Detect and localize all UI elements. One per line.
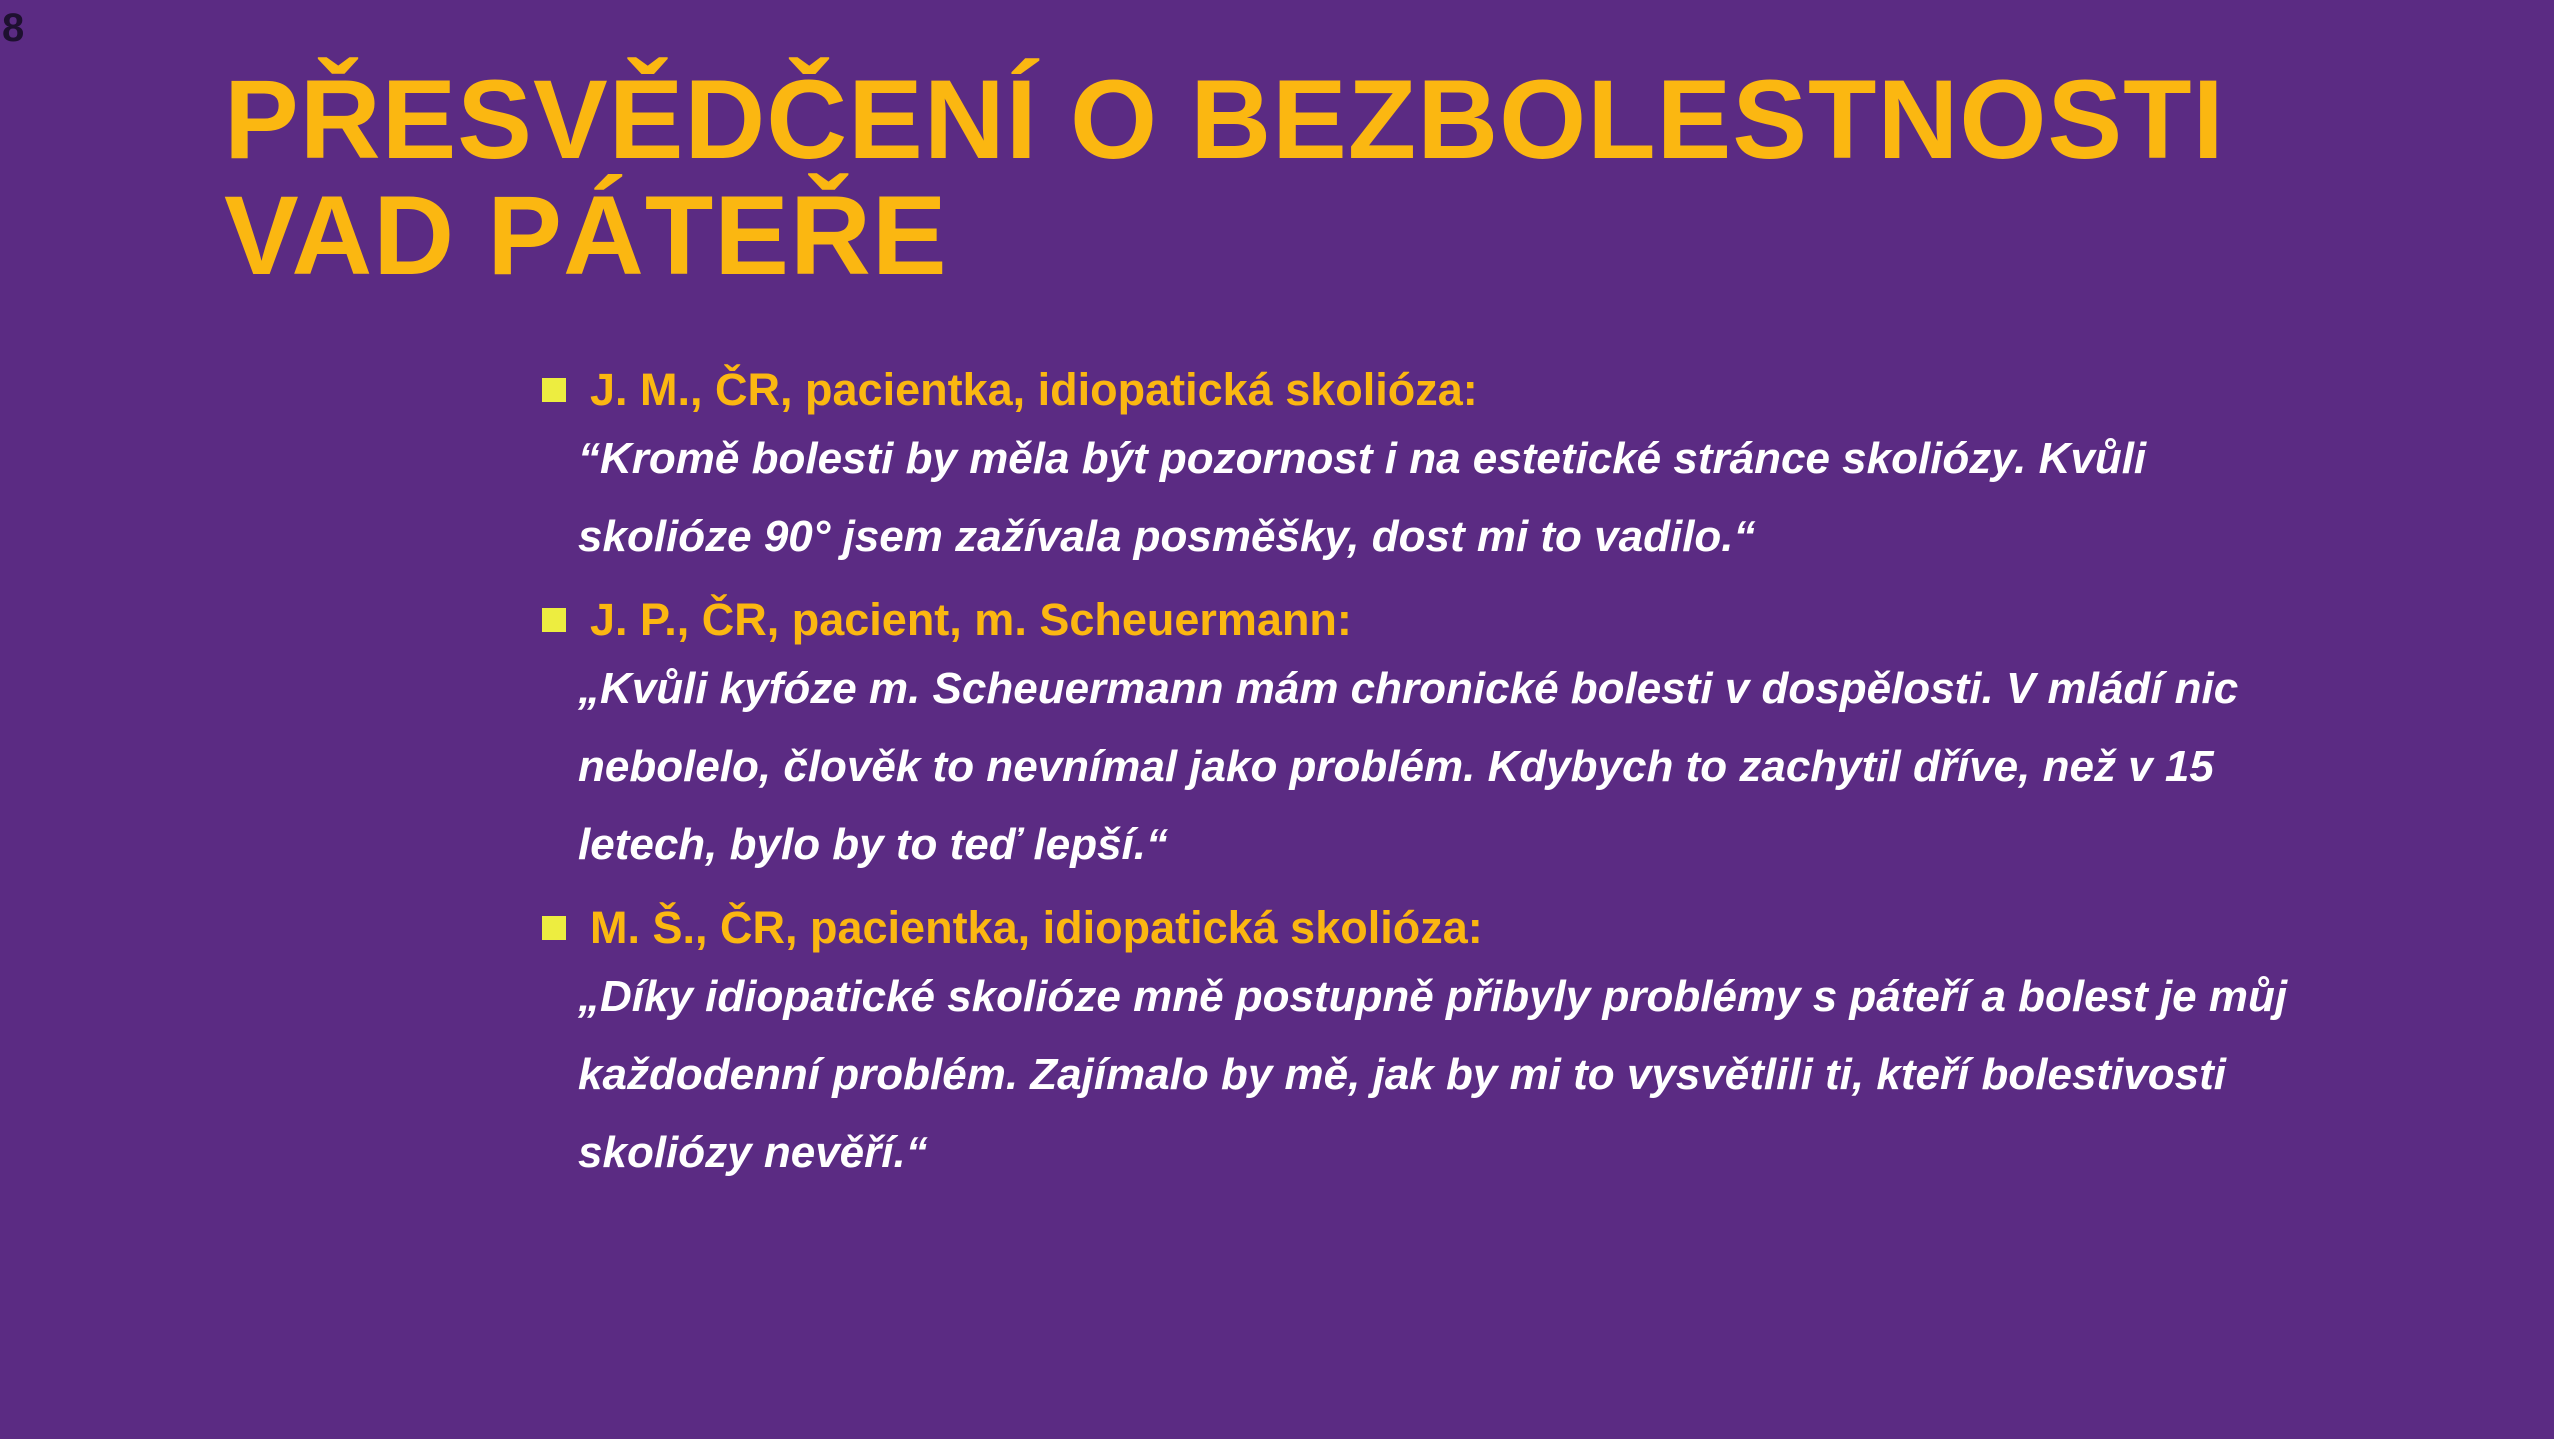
testimonial-item (540, 590, 2440, 884)
quote-line: skoliózy nevěří.“ (578, 1128, 928, 1177)
testimonial-quote (578, 650, 2440, 884)
testimonial-item (540, 898, 2440, 1192)
testimonial-list (540, 360, 2440, 1206)
testimonial-quote (578, 958, 2440, 1192)
slide-edge (2554, 0, 2560, 1439)
testimonial-heading (540, 360, 2440, 420)
testimonial-heading-text: M. Š., ČR, pacientka, idiopatická skolióza: (590, 902, 1483, 953)
testimonial-quote (578, 420, 2440, 576)
square-bullet-icon (542, 378, 566, 402)
quote-line: „Díky idiopatické skolióze mně postupně přibyly problémy s páteří a bolest je můj (578, 972, 2288, 1021)
quote-line: letech, bylo by to teď lepší.“ (578, 820, 1169, 869)
square-bullet-icon (542, 916, 566, 940)
testimonial-heading (540, 898, 2440, 958)
slide-title (224, 57, 2474, 298)
testimonial-heading-text: J. M., ČR, pacientka, idiopatická skolióza: (590, 364, 1478, 415)
testimonial-heading (540, 590, 2440, 650)
slide-number: 8 (2, 6, 25, 50)
slide-title-line-1: PŘESVĚDČENÍ O BEZBOLESTNOSTI (224, 57, 2225, 182)
square-bullet-icon (542, 608, 566, 632)
quote-line: nebolelo, člověk to nevnímal jako problém. Kdybych to zachytil dříve, než v 15 (578, 742, 2214, 791)
quote-line: každodenní problém. Zajímalo by mě, jak by mi to vysvětlili ti, kteří bolestivosti (578, 1050, 2227, 1099)
quote-line: „Kvůli kyfóze m. Scheuermann mám chronické bolesti v dospělosti. V mládí nic (578, 664, 2239, 713)
quote-line: skolióze 90° jsem zažívala posměšky, dost mi to vadilo.“ (578, 512, 1756, 561)
quote-line: “Kromě bolesti by měla být pozornost i na estetické stránce skoliózy. Kvůli (578, 434, 2147, 483)
testimonial-heading-text: J. P., ČR, pacient, m. Scheuermann: (590, 594, 1352, 645)
testimonial-item (540, 360, 2440, 576)
slide-title-line-2: VAD PÁTEŘE (224, 173, 948, 298)
